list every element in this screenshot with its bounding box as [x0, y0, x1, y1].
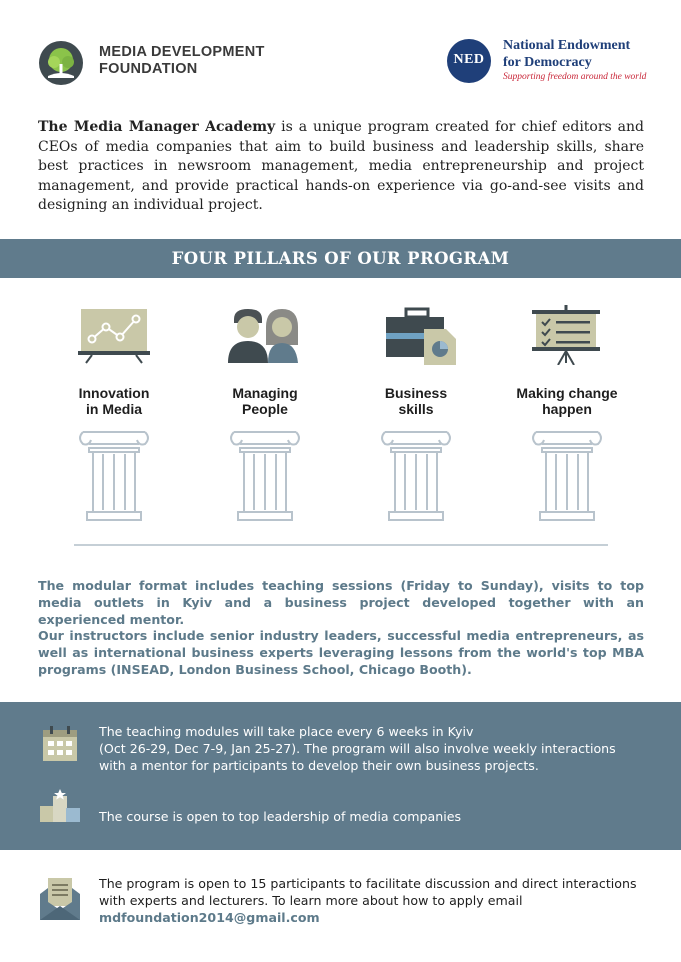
format-paragraph: The modular format includes teaching sessions (Friday to Sunday), visits to top media outlets in Kyiv and a business project developed together with an experienced mentor.: [38, 578, 644, 627]
ned-name: [503, 37, 630, 71]
pillar-column-icon: [532, 430, 602, 522]
pillar-label-line2: skills: [398, 401, 434, 417]
chart-board-icon: [78, 305, 150, 365]
mail-icon: [40, 878, 80, 920]
pillar-label-line1: Making change: [516, 385, 618, 401]
contact-email-link[interactable]: mdfoundation2014@gmail.com: [99, 910, 320, 925]
mdf-name: [99, 44, 265, 78]
pillar-column-icon: [79, 430, 149, 522]
pillar-label-line1: Business: [384, 385, 448, 401]
schedule-text: [99, 723, 639, 774]
pillars-divider: [74, 544, 608, 546]
pillar-column-icon: [230, 430, 300, 522]
intro-body: is a unique program created for chief editors and CEOs of media companies that aim to build business and leadership skills, share best practices in newsroom management, media entrepreneurship and project management, and provide practical hands-on experience via go-and-see visits and designing an individual project.: [38, 119, 644, 213]
schedule-line1: The teaching modules will take place every 6 weeks in Kyiv: [99, 724, 474, 739]
pillars-banner-title: FOUR PILLARS OF OUR PROGRAM: [171, 249, 510, 268]
pillar-label-line2: in Media: [85, 401, 142, 417]
calendar-icon: [42, 726, 78, 762]
instructors-paragraph: Our instructors include senior industry leaders, successful media entrepreneurs, as well as international business experts leveraging lessons from the world's top MBA programs (INSEAD, London Business School, Chicago Booth).: [38, 628, 644, 677]
ned-name-line1: National Endowment: [503, 38, 631, 53]
pillar-label-making-change: [497, 385, 637, 417]
pillar-label-line2: People: [242, 401, 288, 417]
pillar-label-line2: happen: [542, 401, 592, 417]
footer-text: [99, 875, 659, 926]
briefcase-icon: [384, 305, 456, 365]
ned-name-line2: for Democracy: [503, 55, 592, 70]
schedule-line2: (Oct 26-29, Dec 7-9, Jan 25-27). The program will also involve weekly interactions: [99, 741, 616, 756]
pillar-label-line1: Managing: [232, 385, 298, 401]
footer-line2: with experts and lecturers. To learn more about how to apply email: [99, 893, 523, 908]
mdf-name-line2: FOUNDATION: [99, 61, 198, 77]
footer-line1: The program is open to 15 participants to facilitate discussion and direct interactions: [99, 876, 637, 891]
mdf-name-line1: MEDIA DEVELOPMENT: [99, 44, 265, 60]
mdf-logo: [38, 40, 84, 86]
pillar-column-icon: [381, 430, 451, 522]
pillar-label-innovation: [44, 385, 184, 417]
schedule-line3: with a mentor for participants to develop their own business projects.: [99, 758, 539, 773]
ned-logo-text: NED: [453, 52, 485, 67]
pillar-label-managing-people: [195, 385, 335, 417]
intro-lead: The Media Manager Academy: [38, 119, 276, 135]
checklist-board-icon: [532, 305, 604, 365]
people-icon: [228, 305, 300, 365]
podium-icon: [40, 788, 80, 822]
pillar-label-line1: Innovation: [78, 385, 150, 401]
ned-tagline: Supporting freedom around the world: [503, 72, 647, 82]
ned-logo: [446, 38, 492, 84]
intro-paragraph: [38, 118, 644, 216]
audience-text: The course is open to top leadership of media companies: [99, 809, 462, 824]
pillar-label-business-skills: [346, 385, 486, 417]
